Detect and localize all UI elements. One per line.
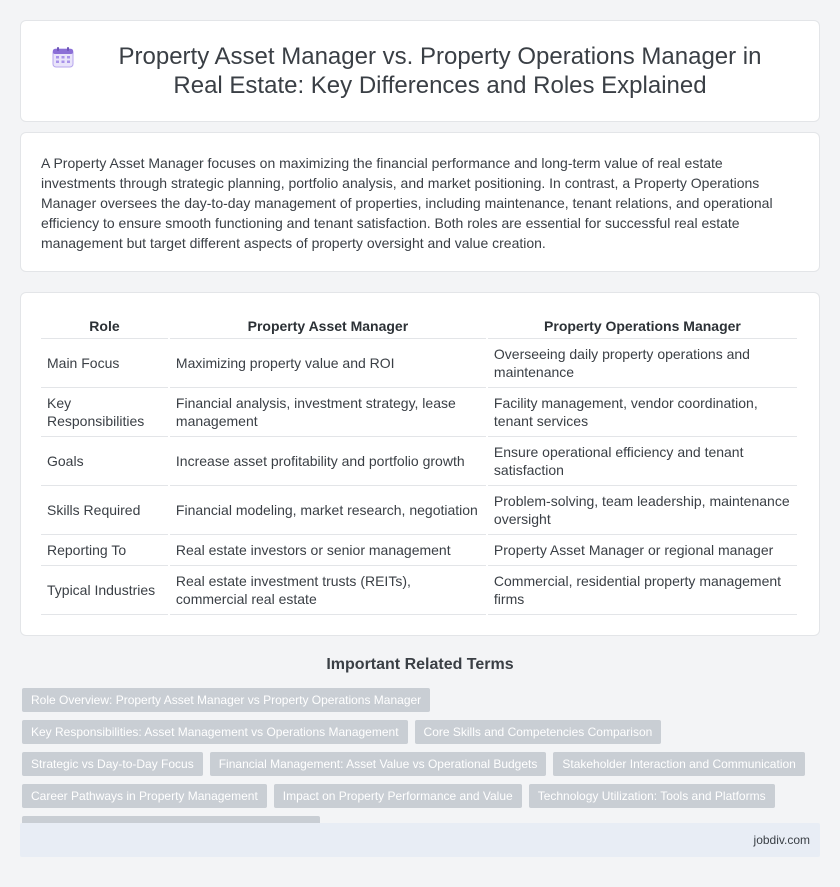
related-term-tag[interactable]: Technology Utilization: Tools and Platforms xyxy=(529,784,775,808)
related-terms-list xyxy=(22,688,822,840)
footer xyxy=(20,823,820,857)
related-term-tag[interactable]: Impact on Property Performance and Value xyxy=(274,784,522,808)
table-cell: Increase asset profitability and portfolio growth xyxy=(170,437,486,486)
related-term-tag[interactable]: Financial Management: Asset Value vs Operational Budgets xyxy=(210,752,547,776)
table-cell: Overseeing daily property operations and maintenance xyxy=(488,339,797,388)
related-term-tag[interactable]: Core Skills and Competencies Comparison xyxy=(415,720,662,744)
table-row xyxy=(41,437,797,486)
table-cell: Facility management, vendor coordination, tenant services xyxy=(488,388,797,437)
page-title: Property Asset Manager vs. Property Operations Manager in Real Estate: Key Differences and Roles Explained xyxy=(118,43,762,99)
table-cell: Problem-solving, team leadership, maintenance oversight xyxy=(488,486,797,535)
table-cell: Financial modeling, market research, negotiation xyxy=(170,486,486,535)
column-header-role: Role xyxy=(41,313,168,339)
header-card xyxy=(20,20,820,122)
table-header-row xyxy=(41,313,797,339)
related-term-tag[interactable]: Strategic vs Day-to-Day Focus xyxy=(22,752,203,776)
intro-paragraph: A Property Asset Manager focuses on maximizing the financial performance and long-term value of real estate investments through strategic planning, portfolio analysis, and market positioning. In contrast, a Property Operations Manager oversees the day-to-day management of properties, including maintenance, tenant relations, and operational efficiency to ensure smooth functioning and tenant satisfaction. Both roles are essential for successful real estate management but target different aspects of property oversight and value creation. xyxy=(41,155,773,251)
table-row xyxy=(41,486,797,535)
table-row xyxy=(41,566,797,615)
related-term-tag[interactable]: Career Pathways in Property Management xyxy=(22,784,267,808)
table-cell: Commercial, residential property management firms xyxy=(488,566,797,615)
table-row xyxy=(41,339,797,388)
table-cell: Reporting To xyxy=(41,535,168,566)
table-cell: Maximizing property value and ROI xyxy=(170,339,486,388)
table-row xyxy=(41,388,797,437)
table-cell: Typical Industries xyxy=(41,566,168,615)
table-cell: Goals xyxy=(41,437,168,486)
footer-site-link[interactable]: jobdiv.com xyxy=(753,833,810,847)
related-terms-heading: Important Related Terms xyxy=(326,656,514,673)
calendar-icon xyxy=(51,45,75,69)
table-cell: Key Responsibilities xyxy=(41,388,168,437)
table-cell: Main Focus xyxy=(41,339,168,388)
intro-card xyxy=(20,132,820,272)
table-cell: Real estate investment trusts (REITs), commercial real estate xyxy=(170,566,486,615)
table-cell: Real estate investors or senior management xyxy=(170,535,486,566)
table-row xyxy=(41,535,797,566)
related-term-tag[interactable]: Role Overview: Property Asset Manager vs Property Operations Manager xyxy=(22,688,430,712)
comparison-table xyxy=(39,313,799,615)
column-header-asset-manager: Property Asset Manager xyxy=(170,313,486,339)
table-cell: Property Asset Manager or regional manager xyxy=(488,535,797,566)
column-header-operations-manager: Property Operations Manager xyxy=(488,313,797,339)
table-cell: Skills Required xyxy=(41,486,168,535)
table-cell: Ensure operational efficiency and tenant satisfaction xyxy=(488,437,797,486)
comparison-table-card xyxy=(20,292,820,636)
related-term-tag[interactable]: Key Responsibilities: Asset Management vs Operations Management xyxy=(22,720,408,744)
table-cell: Financial analysis, investment strategy, lease management xyxy=(170,388,486,437)
related-term-tag[interactable]: Stakeholder Interaction and Communication xyxy=(553,752,804,776)
